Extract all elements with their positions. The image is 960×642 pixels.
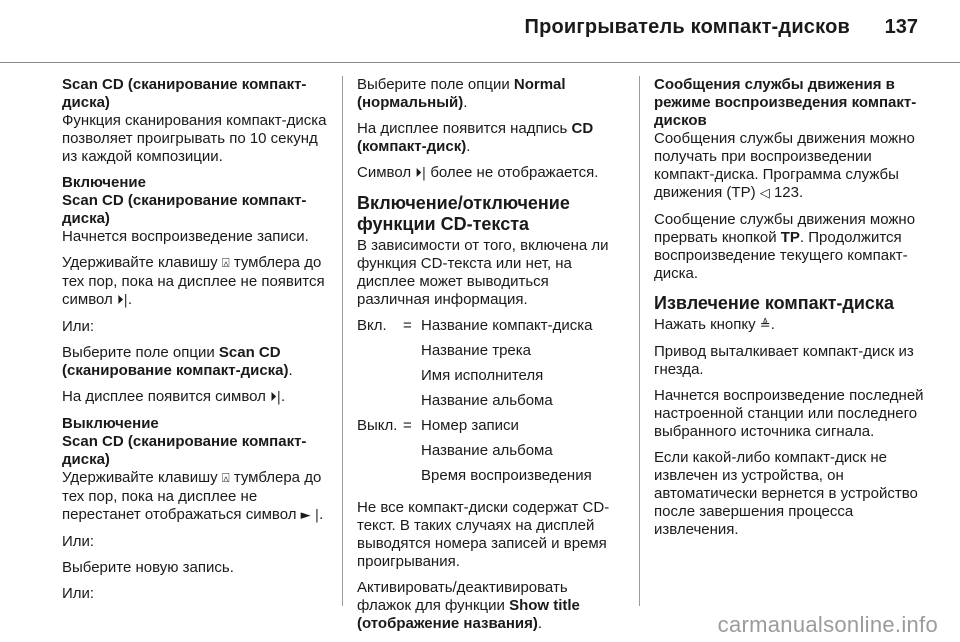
auto-return-note: Если какой-либо компакт-диск не извлечен из устройства, он автоматически вернется в устройство после завершения процесса извлечения. [654, 449, 918, 538]
page-header [0, 0, 960, 48]
on-label: Вкл. [357, 317, 387, 334]
scan-cd-option: Scan CD (сканирование компакт-диска) [62, 344, 289, 379]
scan-cd-heading: Scan CD (сканирование компакт-диска) [62, 76, 307, 111]
page-ref-icon: ◁ [759, 186, 770, 201]
column-2 [357, 76, 625, 641]
eject-section-title: Извлечение компакт-диска [654, 293, 894, 313]
select-new-track: Выберите новую запись. [62, 559, 234, 576]
hold-instruction: Удерживайте клавишу ⍓ тумблера до тех пор, пока на дисплее не появится символ ⏵|. [62, 254, 325, 308]
column-divider-1 [342, 76, 343, 606]
traffic-interrupt: Сообщение службы движения можно прервать кнопкой TP. Продолжится воспроизведение текущего компакт-диска. [654, 211, 916, 282]
column-3 [654, 76, 930, 547]
select-option-instruction: Выберите поле опции Scan CD (сканирование компакт-диска). [62, 344, 293, 379]
display-symbol-text: На дисплее появится символ ⏵|. [62, 388, 286, 405]
watermark: carmanualsonline.info [717, 612, 938, 637]
cd-option: CD (компакт-диск) [357, 120, 594, 155]
enable-label: Включение [62, 174, 146, 191]
off-item: Время воспроизведения [421, 467, 592, 484]
traffic-heading: Сообщения службы движения в режиме воспроизведения компакт-дисков [654, 76, 917, 129]
scan-symbol-icon: ⏵| [116, 293, 128, 308]
equals-sign: = [403, 417, 412, 434]
symbol-hidden-text: Символ ⏵| более не отображается. [357, 164, 599, 181]
column-1 [62, 76, 330, 611]
normal-option-instruction: Выберите поле опции Normal (нормальный). [357, 76, 566, 111]
play-bar-icon: ► | [300, 508, 320, 523]
traffic-description: Сообщения службы движения можно получать при воспроизведении компакт-диска. Программа службы движения (TP) ◁ 123. [654, 130, 915, 201]
header-rule [0, 62, 960, 63]
on-item: Имя исполнителя [421, 367, 544, 384]
eject-icon: ≜ [759, 318, 771, 333]
column-divider-2 [639, 76, 640, 606]
seek-icon: ⍓ [221, 471, 230, 486]
cd-text-description: В зависимости от того, включена ли функция CD-текста или нет, на дисплее может выводиться различная информация. [357, 237, 609, 308]
scan-symbol-icon: ⏵| [270, 390, 281, 405]
eject-instruction: Нажать кнопку ≜. [654, 316, 775, 333]
off-label: Выкл. [357, 417, 398, 434]
resume-playback: Начнется воспроизведение последней настроенной станции или последнего выбранного источника сигнала. [654, 387, 924, 440]
enable-heading: Scan CD (сканирование компакт-диска) [62, 192, 307, 227]
equals-sign: = [403, 317, 412, 334]
hold-off-instruction: Удерживайте клавишу ⍓ тумблера до тех пор, пока на дисплее не перестанет отображаться символ ► |. [62, 469, 324, 523]
off-item: Номер записи [421, 417, 519, 434]
page-title: Проигрыватель компакт-дисков [524, 16, 850, 38]
cd-text-section-title: Включение/отключение функции CD-текста [357, 193, 570, 234]
tp-key: TP [780, 229, 800, 246]
cd-text-note: Не все компакт-диски содержат CD-текст. В таких случаях на дисплей выводятся номера записей и время проигрывания. [357, 499, 610, 570]
scan-cd-description: Функция сканирования компакт-диска позволяет проигрывать по 10 секунд из каждой композиции. [62, 112, 327, 165]
or-text: Или: [62, 533, 95, 550]
or-text: Или: [62, 318, 95, 335]
show-title-instruction: Активировать/деактивировать флажок для функции Show title (отображение названия). [357, 579, 580, 632]
show-title-option: Show title (отображение названия) [357, 597, 580, 632]
page-number: 137 [884, 16, 918, 38]
disable-label: Выключение [62, 415, 159, 432]
cd-display-text: На дисплее появится надпись CD (компакт-диск). [357, 120, 594, 155]
normal-option: Normal (нормальный) [357, 76, 566, 111]
on-item: Название трека [421, 342, 531, 359]
disable-heading: Scan CD (сканирование компакт-диска) [62, 433, 307, 468]
eject-result: Привод выталкивает компакт-диск из гнезда. [654, 343, 914, 378]
on-item: Название компакт-диска [421, 317, 593, 334]
enable-description: Начнется воспроизведение записи. [62, 228, 309, 245]
on-item: Название альбома [421, 392, 553, 409]
off-item: Название альбома [421, 442, 553, 459]
seek-icon: ⍓ [221, 256, 230, 271]
scan-symbol-icon: ⏵| [415, 166, 427, 181]
or-text: Или: [62, 585, 95, 602]
cd-text-table [357, 317, 625, 485]
